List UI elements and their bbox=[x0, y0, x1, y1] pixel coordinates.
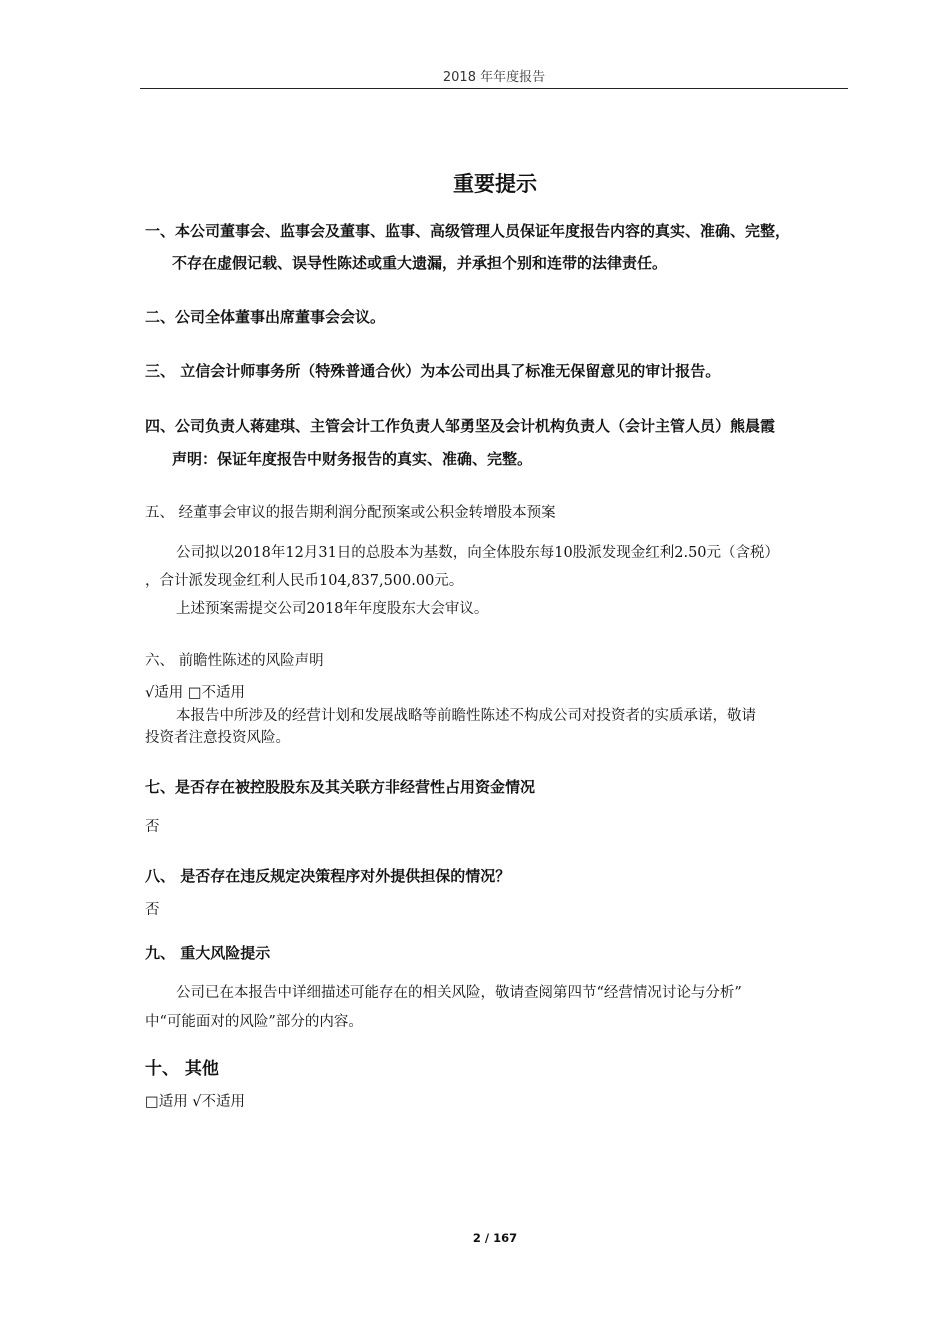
header-rule bbox=[140, 88, 848, 89]
section-6-heading: 六、 前瞻性陈述的风险声明 bbox=[145, 653, 324, 669]
section-1-line-2: 不存在虚假记载、误导性陈述或重大遗漏，并承担个别和连带的法律责任。 bbox=[172, 254, 668, 272]
page-number: 2 / 167 bbox=[472, 1231, 518, 1245]
section-10-heading: 十、 其他 bbox=[145, 1059, 219, 1079]
section-5-para-1-line-2: ，合计派发现金红利人民币104,837,500.00元。 bbox=[145, 573, 464, 589]
section-8-heading: 八、 是否存在违反规定决策程序对外提供担保的情况？ bbox=[145, 867, 511, 885]
section-5-para-1-line-1: 公司拟以2018年12月31日的总股本为基数，向全体股东每10股派发现金红利2.50元（含税） bbox=[176, 545, 780, 561]
section-4-line-1: 四、公司负责人蒋建琪、主管会计工作负责人邹勇坚及会计机构负责人（会计主管人员）熊晨霞 bbox=[145, 417, 776, 435]
section-9-heading: 九、 重大风险提示 bbox=[145, 944, 271, 962]
section-6-options: √适用 □不适用 bbox=[145, 685, 246, 701]
section-8-answer: 否 bbox=[145, 902, 160, 918]
section-5-para-2: 上述预案需提交公司2018年年度股东大会审议。 bbox=[176, 601, 489, 617]
section-6-line-2: 投资者注意投资风险。 bbox=[145, 730, 290, 746]
section-1-line-1: 一、本公司董事会、监事会及董事、监事、高级管理人员保证年度报告内容的真实、准确、完整， bbox=[145, 222, 791, 240]
section-10-options: □适用 √不适用 bbox=[145, 1094, 246, 1110]
section-6-line-1: 本报告中所涉及的经营计划和发展战略等前瞻性陈述不构成公司对投资者的实质承诺，敬请 bbox=[176, 708, 756, 724]
page-header: 2018 年年度报告 bbox=[442, 70, 546, 85]
section-3: 三、 立信会计师事务所（特殊普通合伙）为本公司出具了标准无保留意见的审计报告。 bbox=[145, 362, 721, 380]
section-7-heading: 七、是否存在被控股股东及其关联方非经营性占用资金情况 bbox=[145, 778, 536, 796]
section-9-line-2: 中“可能面对的风险”部分的内容。 bbox=[145, 1014, 363, 1030]
section-4-line-2: 声明：保证年度报告中财务报告的真实、准确、完整。 bbox=[172, 450, 533, 468]
section-9-line-1: 公司已在本报告中详细描述可能存在的相关风险，敬请查阅第四节“经营情况讨论与分析” bbox=[176, 985, 742, 1001]
section-5-heading: 五、 经董事会审议的报告期利润分配预案或公积金转增股本预案 bbox=[145, 505, 556, 521]
section-7-answer: 否 bbox=[145, 819, 160, 835]
section-2: 二、公司全体董事出席董事会会议。 bbox=[145, 308, 386, 326]
page-title: 重要提示 bbox=[453, 172, 537, 196]
